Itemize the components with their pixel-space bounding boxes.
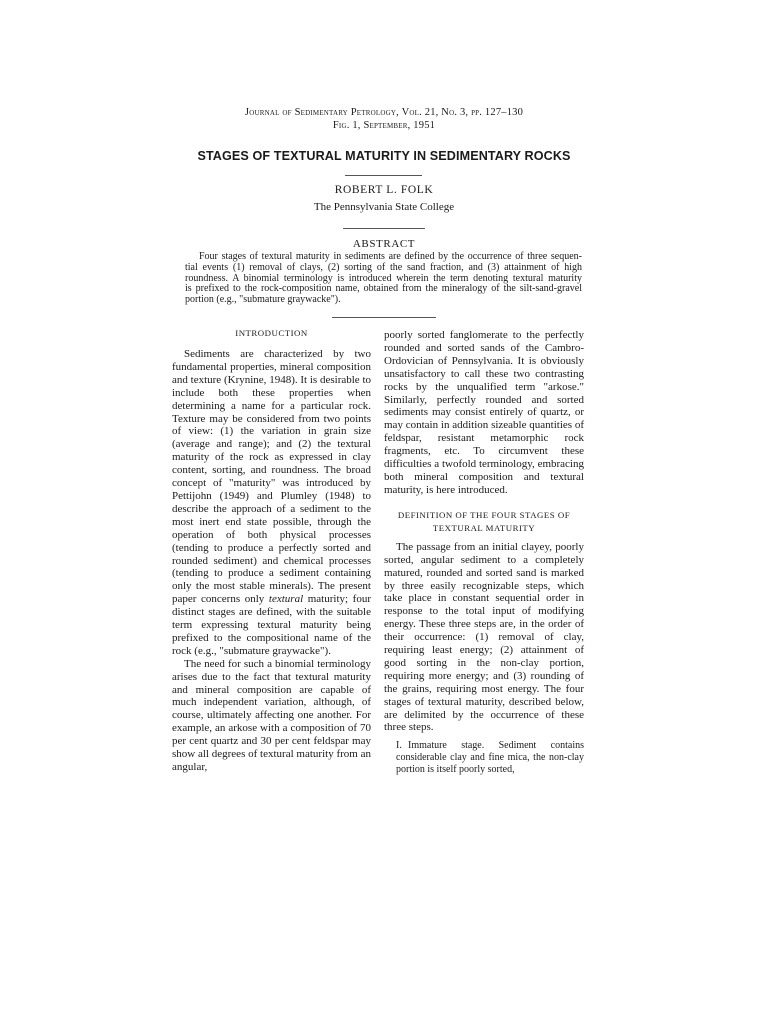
list-item-text: Immature stage. Sediment contains considerable clay and fine mica, the non-clay portion is itself poorly sorted, <box>396 740 584 776</box>
intro-text-emphasis: textural <box>268 593 304 606</box>
abstract-line: is prefixed to the rock-composition name, obtained from the mineralogy of the silt-sand-gravel <box>185 283 582 295</box>
intro-paragraph-1 <box>172 348 371 658</box>
intro-text-1b: maturity; four distinct stages are defined, with the suitable term expressing textural maturity being prefixed to the compositional name of the rock (e.g., "submature graywacke"). <box>172 593 371 657</box>
journal-line-1: Journal of Sedimentary Petrology, Vol. 21, No. 3, pp. 127–130 <box>244 107 524 118</box>
list-item-number: I. <box>396 740 402 752</box>
intro-paragraph-continued: poorly sorted fanglomerate to the perfectly rounded and sorted sands of the Cambro-Ordovician of Pennsylvania. It is obviously unsatisfactory to call these two contrasting rocks by the unqualified term "arkose." Similarly, perfectly rounded and sorted sediments may consist entirely of quartz, or may contain in addition sizeable quantities of feldspar, resistant metamorphic rock fragments, etc. To circumvent these difficulties a twofold terminology, embracing both mineral composition and textural maturity, is here introduced. <box>384 329 584 496</box>
journal-line-2: Fig. 1, September, 1951 <box>332 120 436 131</box>
affiliation-divider <box>343 228 425 229</box>
abstract-divider <box>332 317 436 318</box>
abstract-line: Four stages of textural maturity in sediments are defined by the occurrence of three sequen- <box>199 251 582 262</box>
right-column <box>384 329 584 776</box>
section-heading-line-1: DEFINITION OF THE FOUR STAGES OF <box>397 509 571 520</box>
author-affiliation: The Pennsylvania State College <box>313 201 455 213</box>
abstract-line: portion (e.g., "submature graywacke"). <box>185 294 341 306</box>
abstract-heading: ABSTRACT <box>352 238 416 250</box>
abstract-body <box>185 252 582 306</box>
author-name: ROBERT L. FOLK <box>334 184 434 196</box>
section-heading-definition <box>384 510 584 534</box>
intro-paragraph-2: The need for such a binomial terminology arises due to the fact that textural maturity and mineral composition are capable of much independent variation, although, of course, ultimately affecting one another. For example, an arkose with a composition of 70 per cent quartz and 30 per cent feldspar may show all degrees of textural maturity from an angular, <box>172 657 371 773</box>
intro-text-1a: Sediments are characterized by two fundamental properties, mineral composition and texture (Krynine, 1948). It is desirable to include both these properties when determining a name for a particular rock. Texture may be considered from two points of view: (1) the variation in grain size (average and range); and (2) the textural maturity of the rock as expressed in clay content, sorting, and roundness. The broad concept of "maturity" was introduced by Pettijohn (1949) and Plumley (1948) to describe the approach of a sediment to the most inert end state possible, through the operation of both physical processes (tending to produce a perfectly sorted and rounded sediment) and chemical processes (tending to produce a sediment containing only the most stable minerals). The present paper concerns only <box>172 348 371 606</box>
left-column <box>172 328 371 774</box>
list-item-immature-stage <box>396 740 584 776</box>
section-heading-introduction: INTRODUCTION <box>235 328 308 338</box>
paper-title: STAGES OF TEXTURAL MATURITY IN SEDIMENTARY ROCKS <box>197 149 571 163</box>
definition-paragraph: The passage from an initial clayey, poorly sorted, angular sediment to a completely matured, rounded and sorted sand is marked by three easily recognizable steps, which take place in constant sequential order in response to the total input of modifying energy. These three steps are, in the order of their occurrence: (1) removal of clay, requiring least energy; (2) attainment of good sorting in the non-clay portion, requiring more energy; and (3) rounding of the grains, requiring most energy. The four stages of textural maturity, described below, are delimited by the occurrence of these three steps. <box>384 540 584 734</box>
journal-citation <box>0 106 768 132</box>
section-heading-line-2: TEXTURAL MATURITY <box>432 522 536 533</box>
title-divider <box>345 175 422 176</box>
abstract-line: roundness. A binomial terminology is introduced wherein the term denoting textural maturity <box>185 272 582 284</box>
abstract-line: tial events (1) removal of clays, (2) sorting of the sand fraction, and (3) attainment of high <box>185 261 582 273</box>
